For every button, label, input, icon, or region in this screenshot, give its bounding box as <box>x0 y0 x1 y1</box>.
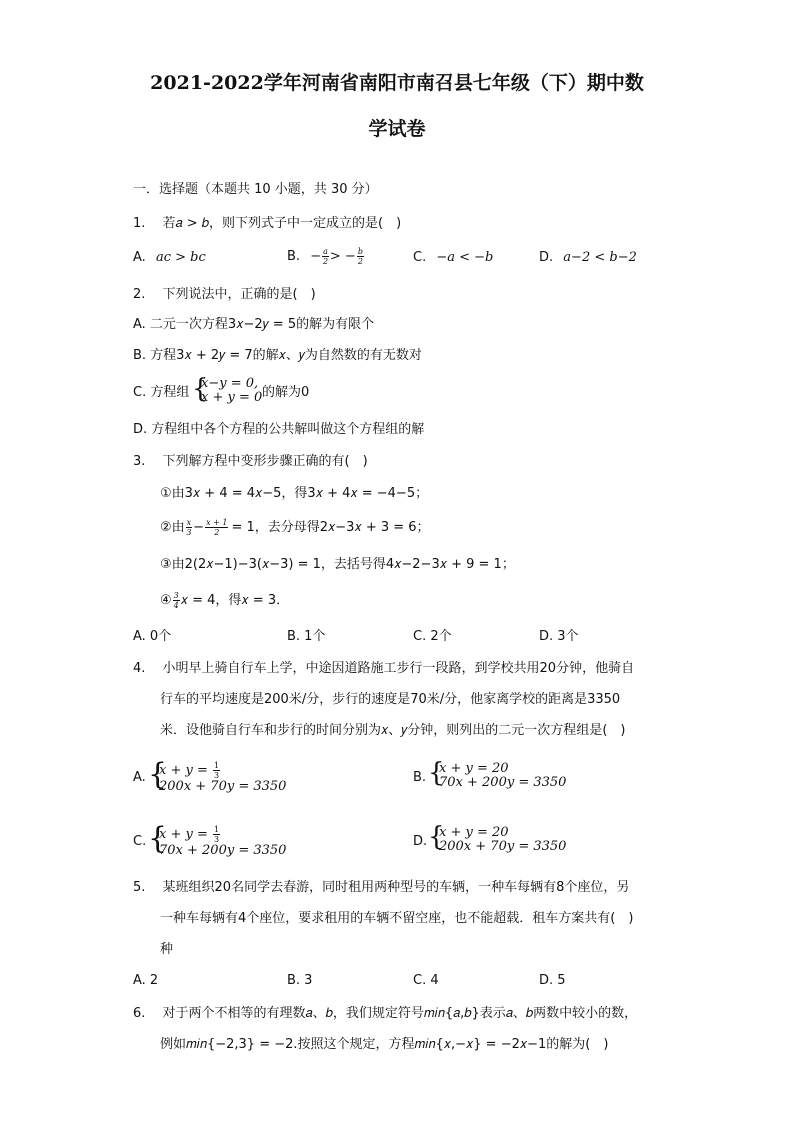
q5-option-a: A. 2 <box>133 973 159 988</box>
q1-option-b-label: B. <box>287 249 301 264</box>
q1-option-d <box>539 249 637 267</box>
question-2-stem: 2. 下列说法中，正确的是( ) <box>133 287 316 302</box>
q4-option-a-row2: 200𝑥 + 70𝑦 = 3350 <box>159 779 287 794</box>
question-3-stem: 3. 下列解方程中变形步骤正确的有( ) <box>133 454 368 469</box>
question-5-line1: 5. 某班组织20名同学去春游，同时租用两种型号的车辆，一种车每辆有8个座位，另 <box>133 880 630 895</box>
q2-option-b: B. 方程3𝑥 + 2𝑦 = 7的解𝑥、𝑦为自然数的有无数对 <box>133 348 422 363</box>
q3-fraction-3-over-4: $\frac{3}{4}$ <box>173 591 179 610</box>
q3-fraction-x-over-3: $\frac{\text{𝑥}}{3}$ <box>186 518 192 537</box>
exam-title-line1: 2021-2022学年河南省南阳市南召县七年级（下）期中数 <box>150 72 644 94</box>
q2-system-brace: { <box>192 374 209 404</box>
q2-option-c-prefix: C. 方程组 <box>133 385 190 400</box>
q1-fraction-a-over-2: $\frac{\text{𝑎}}{2}$ <box>322 247 329 266</box>
q4-option-d-row2: 200𝑥 + 70𝑦 = 3350 <box>439 839 567 854</box>
q1-option-a-label: A. <box>133 250 146 265</box>
q1-option-a-expr: 𝑎𝑐 > 𝑏𝑐 <box>155 250 206 265</box>
q3-step-3: ③由2(2𝑥−1)−3(𝑥−3) = 1，去括号得4𝑥−2−3𝑥 + 9 = 1； <box>160 557 515 572</box>
q4-option-b <box>413 758 663 798</box>
q3-option-c: C. 2个 <box>413 629 452 644</box>
q1-fraction-b-over-2: $\frac{\text{𝑏}}{2}$ <box>357 247 363 266</box>
q4-option-b-row1: 𝑥 + 𝑦 = 20 <box>439 761 509 776</box>
question-4-line2: 行车的平均速度是200米/分，步行的速度是70米/分，他家离学校的距离是3350 <box>160 692 621 707</box>
question-1-stem: 1. 若𝑎 > 𝑏，则下列式子中一定成立的是( ) <box>133 216 402 231</box>
q4-option-d <box>413 822 663 862</box>
question-5-line3: 种 <box>160 942 174 957</box>
q5-option-d: D. 5 <box>539 973 566 988</box>
question-5-line2: 一种车每辆有4个座位，要求租用的车辆不留空座，也不能超载．租车方案共有( ) <box>160 911 634 926</box>
q1-option-c <box>413 249 493 267</box>
q4-option-d-label: D. <box>413 834 428 849</box>
q3-option-d: D. 3个 <box>539 629 579 644</box>
q2-system-row1: 𝑥−𝑦 = 0, <box>201 376 259 391</box>
q1-option-b <box>287 247 365 266</box>
q5-option-b: B. 3 <box>287 973 313 988</box>
question-4-line3: 米．设他骑自行车和步行的时间分别为𝑥、𝑦分钟，则列出的二元一次方程组是( ) <box>160 723 626 738</box>
question-6-line1: 6. 对于两个不相等的有理数𝑎、𝑏，我们规定符号𝑚𝑖𝑛{𝑎,𝑏}表示𝑎、𝑏两数中较小的数， <box>133 1006 638 1021</box>
exam-title-line2: 学试卷 <box>368 118 426 140</box>
q4-option-b-brace: { <box>428 758 445 788</box>
q4-option-d-brace: { <box>428 822 445 852</box>
q1-option-c-label: C. <box>413 250 427 265</box>
q1-option-b-gt: > − <box>329 249 356 264</box>
q4-option-b-label: B. <box>413 770 427 785</box>
q4-option-c-label: C. <box>133 834 147 849</box>
q2-option-a: A. 二元一次方程3𝑥−2𝑦 = 5的解为有限个 <box>133 317 375 332</box>
q3-option-b: B. 1个 <box>287 629 326 644</box>
q4-option-a <box>133 758 383 798</box>
q4-option-a-label: A. <box>133 770 146 785</box>
q2-option-c <box>133 376 383 406</box>
q3-option-a: A. 0个 <box>133 629 172 644</box>
q1-option-b-minus: − <box>310 249 322 264</box>
q4-option-c-row2: 70𝑥 + 200𝑦 = 3350 <box>159 843 287 858</box>
q1-option-a <box>133 249 206 267</box>
q3-step-1: ①由3𝑥 + 4 = 4𝑥−5，得3𝑥 + 4𝑥 = −4−5； <box>160 486 429 501</box>
q3-step-4: ④ $\frac{3}{4}$ 𝑥 = 4，得𝑥 = 3． <box>160 591 290 610</box>
q3-step-2: ②由 $\frac{\text{𝑥}}{3}$ − $\frac{\text{𝑥 + 1}}{2}$ = 1，去分母得2𝑥−3𝑥 + 3 = 6； <box>160 518 430 537</box>
q4-option-d-row1: 𝑥 + 𝑦 = 20 <box>439 825 509 840</box>
q4-option-c-row1: 𝑥 + 𝑦 = $\frac{1}{3}$ <box>159 825 220 844</box>
question-6-line2: 例如𝑚𝑖𝑛{−2,3} = −2.按照这个规定，方程𝑚𝑖𝑛{𝑥,−𝑥} = −2𝑥−1的解为( ) <box>160 1037 609 1052</box>
q4-option-a-brace: { <box>148 757 168 792</box>
question-4-line1: 4. 小明早上骑自行车上学，中途因道路施工步行一段路，到学校共用20分钟，他骑自 <box>133 661 635 676</box>
q1-option-c-expr: −𝑎 < −𝑏 <box>436 250 494 265</box>
q2-option-c-suffix: 的解为0 <box>262 385 310 400</box>
q1-option-d-label: D. <box>539 250 554 265</box>
q2-system-row2: 𝑥 + 𝑦 = 0 <box>201 390 263 405</box>
q3-fraction-x1-over-2: $\frac{\text{𝑥 + 1}}{2}$ <box>206 518 228 537</box>
q1-option-d-expr: 𝑎−2 < 𝑏−2 <box>563 250 637 265</box>
q4-option-a-row1: 𝑥 + 𝑦 = $\frac{1}{3}$ <box>159 761 220 780</box>
q4-option-b-row2: 70𝑥 + 200𝑦 = 3350 <box>439 775 567 790</box>
q5-option-c: C. 4 <box>413 973 439 988</box>
q4-option-c <box>133 822 383 862</box>
q4-option-c-brace: { <box>148 821 168 856</box>
section-heading: 一．选择题（本题共 10 小题，共 30 分） <box>133 182 378 197</box>
q2-option-d: D. 方程组中各个方程的公共解叫做这个方程组的解 <box>133 422 425 437</box>
